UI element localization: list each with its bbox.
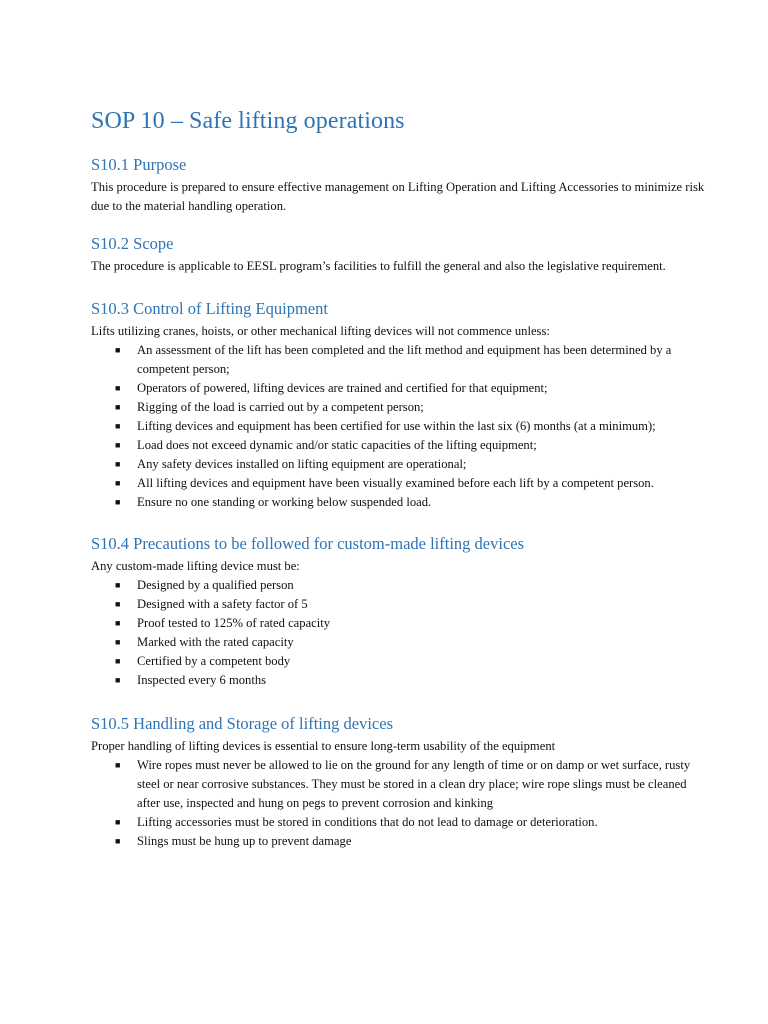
section-heading: S10.2 Scope — [91, 234, 174, 253]
list-item — [115, 417, 708, 436]
section-heading: S10.4 Precautions to be followed for custom-made lifting devices — [91, 534, 525, 553]
page-title: SOP 10 – Safe lifting operations — [91, 108, 405, 134]
list-item — [115, 436, 708, 455]
section-control-of-lifting-equipment — [91, 299, 708, 512]
section-paragraph: Lifts utilizing cranes, hoists, or other mechanical lifting devices will not commence unless: — [91, 324, 550, 338]
square-bullet-icon: ■ — [115, 421, 121, 431]
list-item — [115, 379, 708, 398]
list-item — [115, 832, 708, 851]
square-bullet-icon: ■ — [115, 675, 121, 685]
section-heading: S10.5 Handling and Storage of lifting devices — [91, 714, 393, 733]
square-bullet-icon: ■ — [115, 599, 121, 609]
list-item — [115, 671, 708, 690]
list-item — [115, 493, 708, 512]
list-item — [115, 595, 708, 614]
list-item-text: Load does not exceed dynamic and/or static capacities of the lifting equipment; — [137, 438, 537, 452]
list-item-text: Certified by a competent body — [137, 654, 291, 668]
square-bullet-icon: ■ — [115, 440, 121, 450]
list-item-text: Lifting accessories must be stored in conditions that do not lead to damage or deterioration. — [137, 815, 598, 829]
square-bullet-icon: ■ — [115, 580, 121, 590]
list-item-text: Any safety devices installed on lifting equipment are operational; — [137, 457, 467, 471]
square-bullet-icon: ■ — [115, 497, 121, 507]
section-paragraph: Proper handling of lifting devices is essential to ensure long-term usability of the equipment — [91, 739, 556, 753]
bullet-list — [91, 341, 708, 512]
list-item — [115, 652, 708, 671]
list-item — [115, 341, 708, 379]
list-item — [115, 576, 708, 595]
list-item — [115, 474, 708, 493]
list-item-text: Slings must be hung up to prevent damage — [137, 834, 352, 848]
section-custom-made-devices — [91, 534, 708, 690]
bullet-list — [91, 756, 708, 851]
square-bullet-icon: ■ — [115, 656, 121, 666]
section-paragraph: The procedure is applicable to EESL program’s facilities to fulfill the general and also the legislative requirement. — [91, 259, 666, 273]
list-item — [115, 813, 708, 832]
square-bullet-icon: ■ — [115, 760, 121, 770]
list-item-text: Inspected every 6 months — [137, 673, 267, 687]
square-bullet-icon: ■ — [115, 817, 121, 827]
list-item — [115, 614, 708, 633]
list-item-text: Proof tested to 125% of rated capacity — [137, 616, 331, 630]
bullet-list — [91, 576, 708, 690]
list-item — [115, 756, 708, 813]
list-item — [115, 455, 708, 474]
square-bullet-icon: ■ — [115, 618, 121, 628]
list-item-text: Wire ropes must never be allowed to lie on the ground for any length of time or on damp or wet surface, rusty steel or near corrosive substances. They must be stored in a clean dry place; wire rope slings must be cleaned after use, inspected and hung on pegs to prevent corrosion and kinking — [137, 758, 691, 810]
list-item-text: All lifting devices and equipment have been visually examined before each lift by a competent person. — [137, 476, 654, 490]
square-bullet-icon: ■ — [115, 383, 121, 393]
section-paragraph: Any custom-made lifting device must be: — [91, 559, 300, 573]
square-bullet-icon: ■ — [115, 402, 121, 412]
section-purpose — [91, 155, 708, 216]
list-item-text: Ensure no one standing or working below suspended load. — [137, 495, 432, 509]
section-scope — [91, 234, 708, 276]
list-item — [115, 633, 708, 652]
list-item-text: Designed with a safety factor of 5 — [137, 597, 308, 611]
square-bullet-icon: ■ — [115, 459, 121, 469]
list-item-text: Lifting devices and equipment has been certified for use within the last six (6) months (at a minimum); — [137, 419, 656, 433]
section-heading: S10.1 Purpose — [91, 155, 187, 174]
list-item-text: An assessment of the lift has been completed and the lift method and equipment has been determined by a competent person; — [137, 343, 672, 376]
square-bullet-icon: ■ — [115, 345, 121, 355]
section-paragraph: This procedure is prepared to ensure effective management on Lifting Operation and Lifting Accessories to minimize risk due to the material handling operation. — [91, 180, 705, 213]
list-item-text: Operators of powered, lifting devices are trained and certified for that equipment; — [137, 381, 548, 395]
list-item-text: Rigging of the load is carried out by a competent person; — [137, 400, 424, 414]
square-bullet-icon: ■ — [115, 478, 121, 488]
section-handling-and-storage — [91, 714, 708, 851]
list-item-text: Designed by a qualified person — [137, 578, 294, 592]
square-bullet-icon: ■ — [115, 637, 121, 647]
list-item — [115, 398, 708, 417]
square-bullet-icon: ■ — [115, 836, 121, 846]
list-item-text: Marked with the rated capacity — [137, 635, 294, 649]
section-heading: S10.3 Control of Lifting Equipment — [91, 299, 328, 318]
